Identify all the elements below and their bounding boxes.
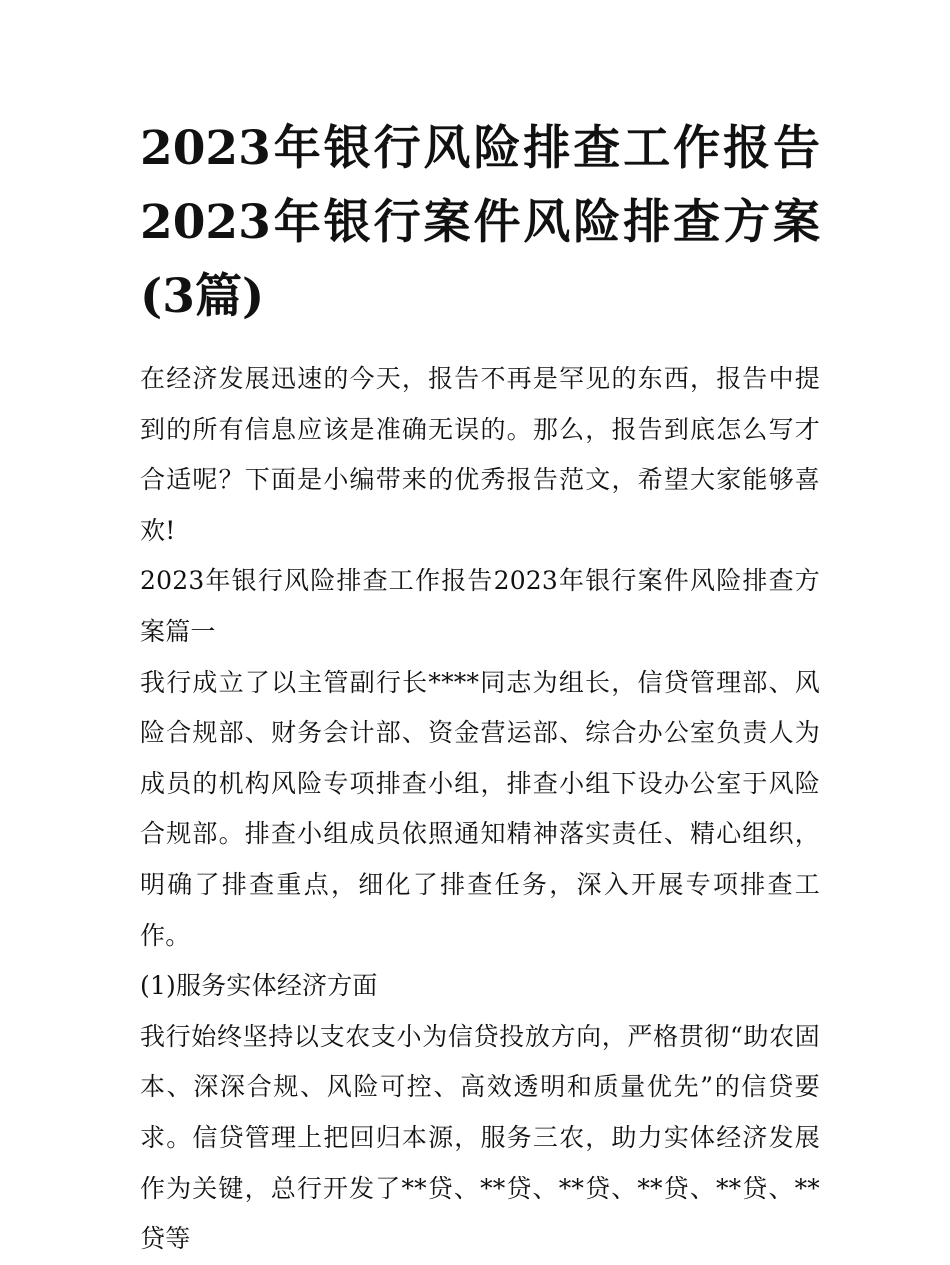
- document-title: 2023年银行风险排查工作报告2023年银行案件风险排查方案(3篇): [140, 121, 820, 324]
- intro-paragraph: 在经济发展迅速的今天，报告不再是罕见的东西，报告中提到的所有信息应该是准确无误的。那么，报告到底怎么写才合适呢？下面是小编带来的优秀报告范文，希望大家能够喜欢!: [140, 364, 820, 545]
- subsection-heading: (1)服务实体经济方面: [140, 971, 378, 1001]
- body-paragraph: 我行始终坚持以支农支小为信贷投放方向，严格贯彻“助农固本、深深合规、风险可控、高效透明和质量优先”的信贷要求。信贷管理上把回归本源，服务三农，助力实体经济发展作为关键，总行开发了**贷、**贷、**贷、**贷、**贷、**贷等: [140, 1021, 820, 1254]
- document-body: [140, 354, 820, 1265]
- section-heading: 2023年银行风险排查工作报告2023年银行案件风险排查方案篇一: [140, 566, 820, 646]
- body-paragraph: 我行成立了以主管副行长****同志为组长，信贷管理部、风险合规部、财务会计部、资金营运部、综合办公室负责人为成员的机构风险专项排查小组，排查小组下设办公室于风险合规部。排查小组成员依照通知精神落实责任、精心组织，明确了排查重点，细化了排查任务，深入开展专项排查工作。: [140, 667, 820, 950]
- document-page: [140, 112, 820, 1265]
